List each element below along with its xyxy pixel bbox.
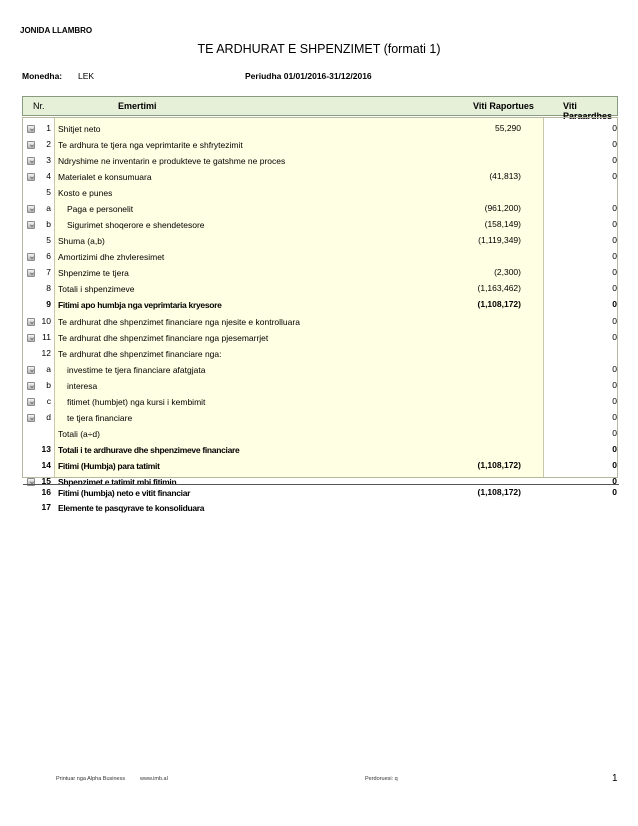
table-row <box>23 426 619 442</box>
row-number: 15 <box>41 476 51 486</box>
row-previous-year-value: 0 <box>612 155 617 165</box>
footer-user: Perdoruesi: q <box>365 776 398 782</box>
row-name: interesa <box>67 381 98 391</box>
row-number: d <box>46 412 51 422</box>
row-name: Fitimi (Humbja) para tatimit <box>58 461 160 471</box>
row-detail-button[interactable] <box>27 318 35 326</box>
table-row <box>23 458 619 474</box>
table-row <box>23 410 619 426</box>
row-detail-button[interactable] <box>27 205 35 213</box>
table-row <box>23 500 619 516</box>
row-previous-year-value: 0 <box>612 380 617 390</box>
table-row <box>23 394 619 410</box>
row-current-year-value: (1,163,462) <box>477 283 521 293</box>
row-number: a <box>46 364 51 374</box>
row-detail-button[interactable] <box>27 382 35 390</box>
row-number: 4 <box>46 171 51 181</box>
row-detail-button[interactable] <box>27 414 35 422</box>
row-previous-year-value: 0 <box>612 428 617 438</box>
row-number: b <box>46 380 51 390</box>
row-number: 6 <box>46 251 51 261</box>
row-previous-year-value: 0 <box>612 299 617 309</box>
row-number: 8 <box>46 283 51 293</box>
header-nr: Nr. <box>33 101 45 111</box>
footer-printed-by: Printuar nga Alpha Business <box>56 776 126 782</box>
row-current-year-value: (1,108,172) <box>477 460 521 470</box>
table-row <box>23 378 619 394</box>
row-detail-button[interactable] <box>27 366 35 374</box>
row-name: Amortizimi dhe zhvleresimet <box>58 252 165 262</box>
period-label: Periudha 01/01/2016-31/12/2016 <box>245 71 372 81</box>
row-previous-year-value: 0 <box>612 316 617 326</box>
row-name: Totali (a÷d) <box>58 429 100 439</box>
table-header <box>22 96 618 121</box>
row-number: 12 <box>41 348 51 358</box>
row-name: Totali i te ardhurave dhe shpenzimeve financiare <box>58 445 240 455</box>
row-name: Fitimi apo humbja nga veprimtaria kryesore <box>58 300 222 310</box>
row-name: Paga e personelit <box>67 204 134 214</box>
row-name: Shuma (a,b) <box>58 236 105 246</box>
row-current-year-value: (961,200) <box>484 203 521 213</box>
row-number: 5 <box>46 187 51 197</box>
page-number: 1 <box>612 773 618 784</box>
row-previous-year-value: 0 <box>612 332 617 342</box>
row-previous-year-value: 0 <box>612 283 617 293</box>
row-previous-year-value: 0 <box>612 476 617 486</box>
row-detail-button[interactable] <box>27 157 35 165</box>
row-detail-button[interactable] <box>27 269 35 277</box>
row-previous-year-value: 0 <box>612 171 617 181</box>
table-row <box>23 362 619 378</box>
row-number: 2 <box>46 139 51 149</box>
table-row <box>23 281 619 297</box>
report-title: TE ARDHURAT E SHPENZIMET (formati 1) <box>197 42 441 56</box>
row-previous-year-value: 0 <box>612 396 617 406</box>
row-number: 9 <box>46 299 51 309</box>
currency-label: Monedha: <box>22 71 63 81</box>
row-detail-button[interactable] <box>27 221 35 229</box>
row-number: a <box>46 203 51 213</box>
row-name: te tjera financiare <box>67 413 133 423</box>
row-name: Totali i shpenzimeve <box>58 284 135 294</box>
row-number: 7 <box>46 267 51 277</box>
row-current-year-value: (1,108,172) <box>477 299 521 309</box>
header-name: Emertimi <box>118 101 157 111</box>
row-current-year-value: (158,149) <box>484 219 521 229</box>
table-row <box>23 217 619 233</box>
row-current-year-value: (1,119,349) <box>478 235 521 245</box>
row-number: 13 <box>41 444 51 454</box>
row-name: Te ardhura te tjera nga veprimtarite e shfrytezimit <box>58 140 243 150</box>
row-current-year-value: (2,300) <box>494 267 521 277</box>
row-previous-year-value: 0 <box>612 235 617 245</box>
table-row <box>23 121 619 137</box>
row-number: 16 <box>41 487 51 497</box>
row-name: Shitjet neto <box>58 124 101 134</box>
row-name: Te ardhurat dhe shpenzimet financiare nga: <box>58 349 222 359</box>
row-current-year-value: (41,813) <box>489 171 521 181</box>
header-current-year: Viti Raportues <box>473 101 534 111</box>
row-previous-year-value: 0 <box>612 487 617 497</box>
table-row <box>23 330 619 346</box>
row-name: Shpenzime te tjera <box>58 268 129 278</box>
row-name: Kosto e punes <box>58 188 113 198</box>
row-name: Fitimi (humbja) neto e vitit financiar <box>58 488 191 498</box>
table-row <box>23 153 619 169</box>
table-row <box>23 201 619 217</box>
row-name: Te ardhurat dhe shpenzimet financiare nga pjesemarrjet <box>58 333 269 343</box>
table-row <box>23 265 619 281</box>
row-number: 14 <box>41 460 51 470</box>
row-previous-year-value: 0 <box>612 219 617 229</box>
table-row <box>23 169 619 185</box>
company-name: JONIDA LLAMBRO <box>20 26 93 35</box>
row-current-year-value: (1,108,172) <box>477 487 521 497</box>
row-number: b <box>46 219 51 229</box>
row-name: Elemente te pasqyrave te konsoliduara <box>58 503 205 513</box>
row-previous-year-value: 0 <box>612 444 617 454</box>
row-number: 1 <box>46 123 51 133</box>
table-row <box>23 346 619 362</box>
table-row <box>23 484 619 501</box>
header-previous-year: Viti Paraardhes <box>563 101 613 121</box>
table-row <box>23 442 619 458</box>
table-row <box>23 314 619 330</box>
row-current-year-value: 55,290 <box>495 123 521 133</box>
row-name: Ndryshime ne inventarin e produkteve te gatshme ne proces <box>58 156 286 166</box>
footer-website: www.imb.al <box>140 776 168 782</box>
currency-value: LEK <box>78 71 95 81</box>
table-row <box>23 233 619 249</box>
row-number: 11 <box>42 332 51 342</box>
table-row <box>23 249 619 265</box>
row-previous-year-value: 0 <box>612 139 617 149</box>
row-number: c <box>46 396 51 406</box>
row-name: fitimet (humbjet) nga kursi i kembimit <box>67 397 206 407</box>
row-previous-year-value: 0 <box>612 123 617 133</box>
row-name: Materialet e konsumuara <box>58 172 152 182</box>
row-name: Shpenzimet e tatimit mbi fitimin <box>58 477 177 487</box>
table-row <box>23 185 619 201</box>
row-number: 17 <box>41 502 51 512</box>
row-previous-year-value: 0 <box>612 203 617 213</box>
row-previous-year-value: 0 <box>612 412 617 422</box>
row-number: 3 <box>46 155 51 165</box>
row-previous-year-value: 0 <box>612 251 617 261</box>
row-detail-button[interactable] <box>27 253 35 261</box>
table-body <box>22 117 618 513</box>
page-footer <box>0 773 638 788</box>
table-row <box>23 297 619 313</box>
row-number: 5 <box>46 235 51 245</box>
table-row <box>23 137 619 153</box>
row-detail-button[interactable] <box>27 125 35 133</box>
row-name: Te ardhurat dhe shpenzimet financiare nga njesite e kontrolluara <box>58 317 300 327</box>
row-detail-button[interactable] <box>27 398 35 406</box>
row-detail-button[interactable] <box>27 334 35 342</box>
row-name: Sigurimet shoqerore e shendetesore <box>67 220 205 230</box>
row-previous-year-value: 0 <box>612 267 617 277</box>
row-name: investime te tjera financiare afatgjata <box>67 365 206 375</box>
row-detail-button[interactable] <box>27 141 35 149</box>
row-detail-button[interactable] <box>27 173 35 181</box>
row-number: 10 <box>41 316 51 326</box>
row-previous-year-value: 0 <box>612 364 617 374</box>
row-previous-year-value: 0 <box>612 460 617 470</box>
